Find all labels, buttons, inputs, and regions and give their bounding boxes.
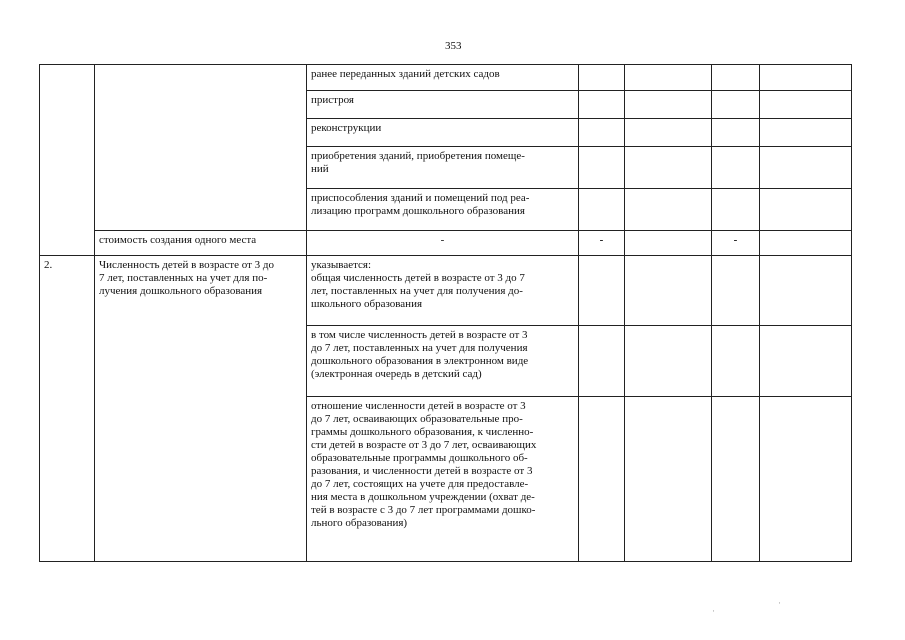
indicator-cell [95,256,307,562]
text-line: до 7 лет, состоящих на учете для предоставле- [311,478,529,490]
value-cell [712,397,760,562]
value-cell: - [712,231,760,256]
text-line: ний [311,163,329,175]
scan-speck: · [778,598,781,608]
description-cell: ранее переданных зданий детских садов [307,65,579,91]
value-cell [760,91,852,119]
value-cell [760,65,852,91]
text-line: приобретения зданий, приобретения помеще- [311,150,525,162]
value-cell [760,256,852,326]
value-cell [625,397,712,562]
value-cell [712,147,760,189]
text-line: лет, поставленных на учет для получения до- [311,285,523,297]
text-line: школьного образования [311,298,423,310]
scan-speck: · [712,606,715,616]
text-line: сти детей в возрасте от 3 до 7 лет, осваивающих [311,439,537,451]
value-cell [579,65,625,91]
text-line: 7 лет, поставленных на учет для по- [99,272,268,284]
description-cell [307,189,579,231]
value-cell [579,147,625,189]
text-line: (электронная очередь в детский сад) [311,368,482,380]
text-line: тей в возрасте с 3 до 7 лет программами дошко- [311,504,536,516]
value-cell [625,65,712,91]
value-cell [625,256,712,326]
indicator-cell: стоимость создания одного места [95,231,307,256]
text-line: до 7 лет, поставленных на учет для получения [311,342,528,354]
text-line: приспособления зданий и помещений под реа- [311,192,530,204]
description-cell [307,256,579,326]
text-line: граммы дошкольного образования, к численно- [311,426,534,438]
table-row [40,65,852,91]
text-line: дошкольного образования в электронном виде [311,355,529,367]
value-cell [712,65,760,91]
document-table [39,64,852,562]
value-cell [760,397,852,562]
value-cell [760,189,852,231]
value-cell [625,231,712,256]
value-cell [760,326,852,397]
text-line: в том числе численность детей в возрасте от 3 [311,329,528,341]
description-cell [307,147,579,189]
value-cell [712,256,760,326]
text-line: льного образования) [311,517,408,529]
value-cell [625,326,712,397]
row-number-cell: 2. [40,256,95,562]
text-line: лучения дошкольного образования [99,285,263,297]
text-line: отношение численности детей в возрасте от 3 [311,400,526,412]
value-cell [579,91,625,119]
value-cell [712,326,760,397]
text-line: до 7 лет, осваивающих образовательные про- [311,413,523,425]
value-cell [579,326,625,397]
text-line: общая численность детей в возрасте от 3 до 7 [311,272,525,284]
value-cell [579,119,625,147]
text-line: образовательные программы дошкольного об- [311,452,528,464]
value-cell [625,119,712,147]
text-line: указывается: [311,259,372,271]
value-cell [760,119,852,147]
text-line: ния места в дошкольном учреждении (охват де- [311,491,535,503]
value-cell [579,256,625,326]
value-cell [760,231,852,256]
value-cell [712,119,760,147]
description-cell [307,326,579,397]
description-cell [307,397,579,562]
text-line: лизацию программ дошкольного образования [311,205,525,217]
value-cell [579,189,625,231]
table-row [40,231,852,256]
value-cell [625,91,712,119]
table-row [40,256,852,326]
page-number: 353 [445,40,462,52]
value-cell [625,189,712,231]
text-line: разования, и численности детей в возрасте от 3 [311,465,533,477]
value-cell [579,397,625,562]
description-cell: пристроя [307,91,579,119]
value-cell [712,91,760,119]
value-cell [712,189,760,231]
description-cell: - [307,231,579,256]
row-number-cell [40,65,95,256]
value-cell [625,147,712,189]
value-cell [760,147,852,189]
description-cell: реконструкции [307,119,579,147]
text-line: Численность детей в возрасте от 3 до [99,259,274,271]
value-cell: - [579,231,625,256]
indicator-cell [95,65,307,231]
